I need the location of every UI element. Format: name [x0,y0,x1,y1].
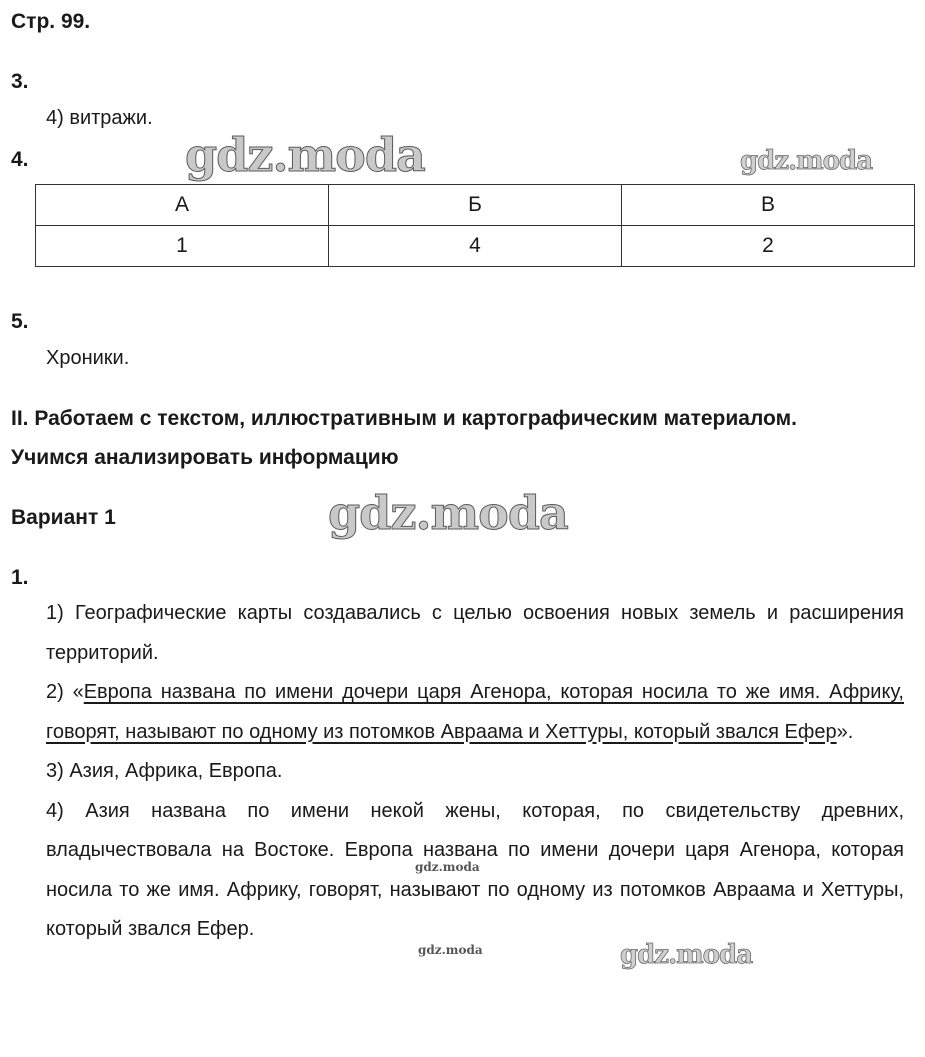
table-header-cell: А [36,185,329,226]
section-title-line-1: II. Работаем с текстом, иллюстративным и картографическим материалом. [11,407,797,430]
answer-2-close-quote: ». [836,720,854,743]
question-5-answer: Хроники. [46,347,130,369]
question-3-number: 3. [11,70,29,93]
answer-1: 1) Географические карты создавались с целью освоения новых земель и расширения территорий. [46,602,904,664]
question-4-number: 4. [11,148,29,171]
question-1-number: 1. [11,566,29,589]
answer-table [35,184,915,267]
table-header-row [36,185,915,226]
question-1-answers [46,594,904,950]
table-header-cell: В [622,185,915,226]
answer-2 [46,673,904,752]
section-title-line-2: Учимся анализировать информацию [11,446,399,469]
answer-2-open-quote: 2) « [46,681,84,703]
question-3-answer: 4) витражи. [46,107,153,129]
watermark-logo: gdz.moda [415,860,480,874]
answer-4: 4) Азия названа по имени некой жены, которая, по свидетельству древних, владычествовала на Востоке. Европа названа по имени дочери царя Агенора, которая носила то же имя. Африку, говорят, называют по одному из потомков Авраама и Хеттуры, который звался Ефер. [46,799,904,940]
table-header-cell: Б [329,185,622,226]
watermark-logo: gdz.moda [740,146,873,176]
variant-label: Вариант 1 [11,506,116,529]
table-cell: 4 [329,226,622,267]
watermark-logo: gdz.moda [185,128,425,182]
watermark-logo: gdz.moda [418,943,483,957]
watermark-logo: gdz.moda [328,486,568,540]
table-row [36,226,915,267]
table-cell: 1 [36,226,329,267]
table-cell: 2 [622,226,915,267]
watermark-logo: gdz.moda [620,940,753,970]
answer-2-underlined-quote: Европа названа по имени дочери царя Агенора, которая носила то же имя. Африку, говорят, называют по одному из потомков Авраама и Хеттуры, который звался Ефер [46,681,904,743]
question-5-number: 5. [11,310,29,333]
answer-3: 3) Азия, Африка, Европа. [46,760,283,782]
page-label: Стр. 99. [11,10,91,33]
